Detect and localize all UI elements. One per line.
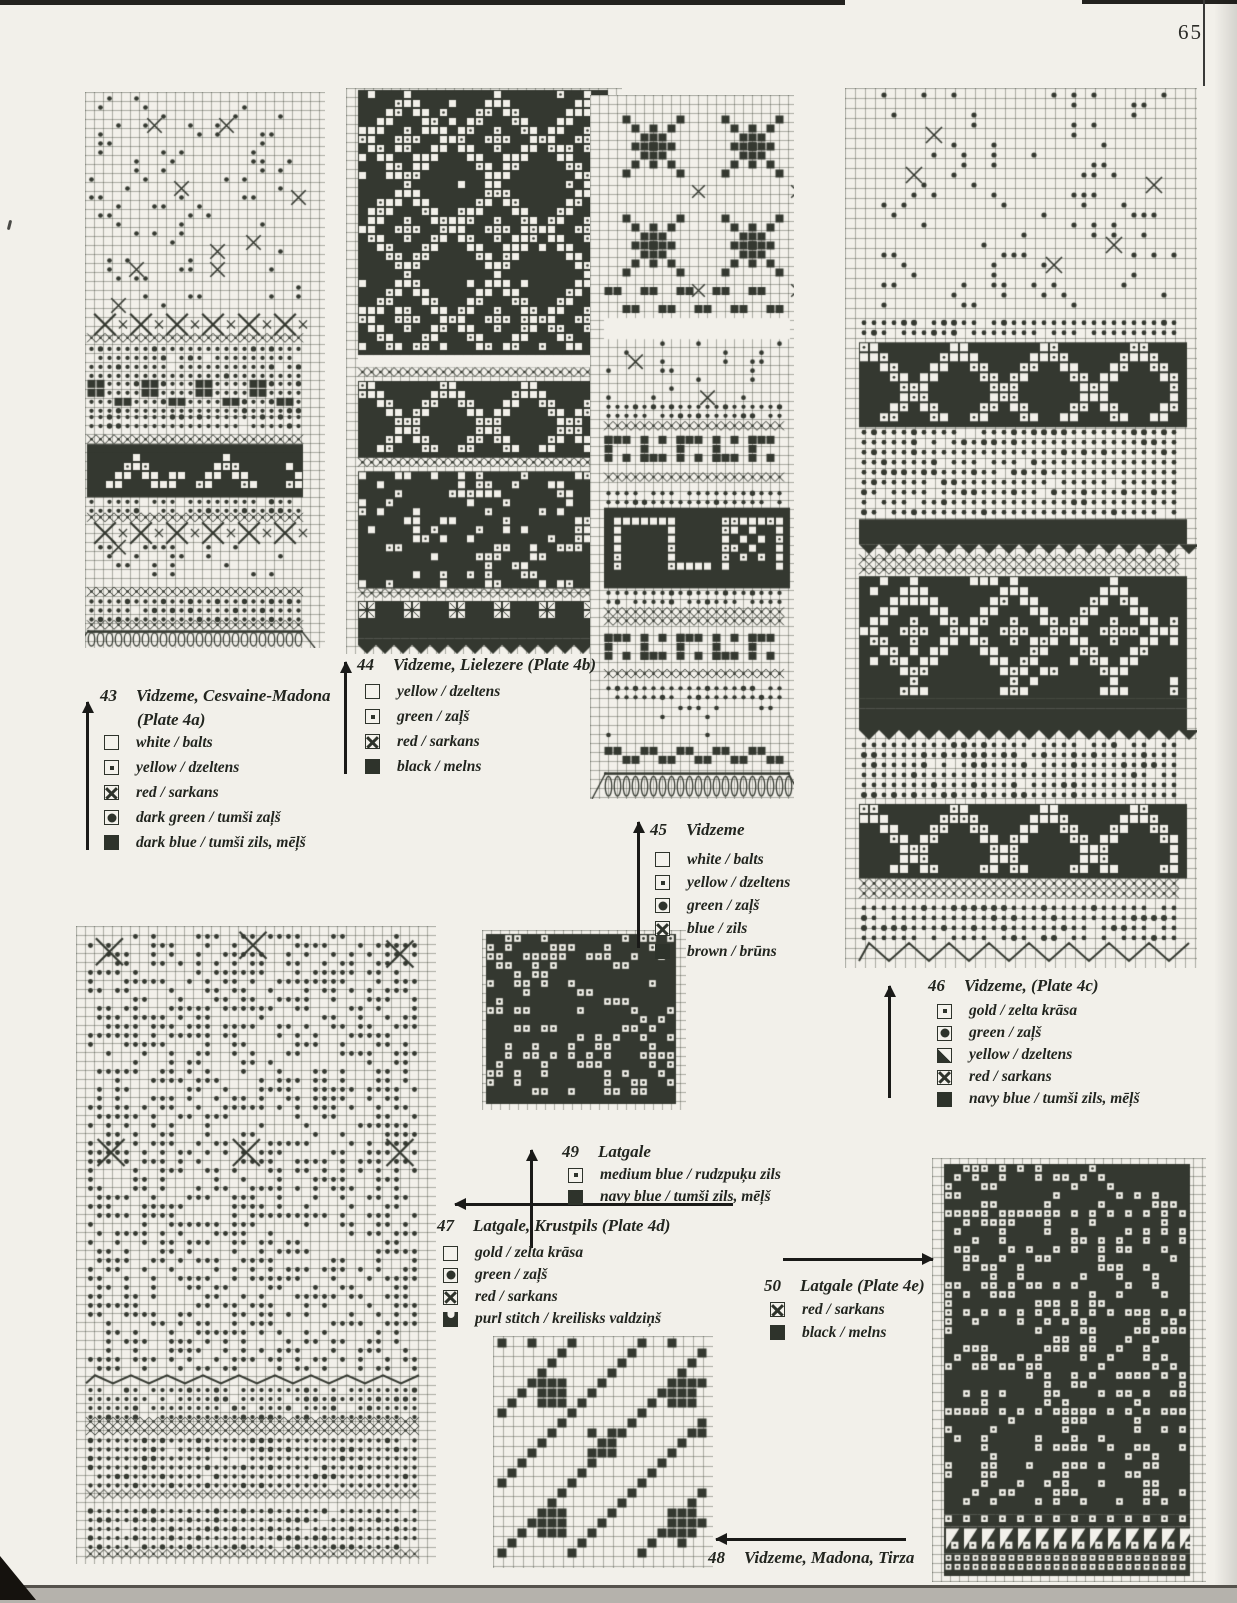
figure-43-caption bbox=[100, 686, 331, 706]
figure-number: 43 bbox=[100, 686, 117, 705]
figure-46-legend bbox=[937, 1000, 1140, 1110]
figure-47-legend bbox=[443, 1242, 661, 1330]
legend-row: brown / brūns bbox=[655, 940, 790, 963]
circle-square-icon bbox=[443, 1268, 458, 1283]
legend-row: black / melns bbox=[365, 754, 500, 779]
legend-row: yellow / dzeltens bbox=[937, 1044, 1140, 1066]
legend-row: black / melns bbox=[770, 1321, 886, 1344]
filled-square-icon bbox=[937, 1092, 952, 1107]
scan-edge-artifact-top-left bbox=[0, 0, 845, 5]
legend-row: dark blue / tumši zils, mēļš bbox=[104, 830, 306, 855]
dot-square-icon bbox=[655, 875, 670, 890]
figure-title: Vidzeme, Cesvaine-Madona bbox=[136, 686, 331, 705]
pattern-chart-44 bbox=[346, 88, 622, 654]
legend-row: green / zaļš bbox=[443, 1264, 661, 1286]
legend-row: red / sarkans bbox=[365, 729, 500, 754]
ink-speck bbox=[7, 220, 12, 230]
arrow-up-icon-43 bbox=[86, 702, 89, 850]
legend-row: white / balts bbox=[655, 848, 790, 871]
figure-50-caption bbox=[764, 1276, 925, 1296]
pattern-chart-45 bbox=[590, 95, 794, 799]
pattern-chart-43 bbox=[85, 92, 325, 648]
x-square-icon bbox=[937, 1070, 952, 1085]
figure-title: Vidzeme, Lielezere (Plate 4b) bbox=[393, 655, 596, 674]
figure-number: 48 bbox=[708, 1548, 725, 1567]
x-square-icon bbox=[655, 921, 670, 936]
scan-edge-artifact-bottom bbox=[0, 1585, 1237, 1603]
arrow-up-icon-46 bbox=[888, 986, 891, 1098]
figure-45-legend bbox=[655, 848, 790, 963]
dot-square-icon bbox=[937, 1004, 952, 1019]
legend-row: navy blue / tumši zils, mēļš bbox=[937, 1088, 1140, 1110]
page-right-shadow bbox=[1214, 0, 1237, 1600]
figure-title: Latgale (Plate 4e) bbox=[800, 1276, 925, 1295]
circle-square-icon bbox=[937, 1026, 952, 1041]
dot-square-icon bbox=[104, 760, 119, 775]
figure-43-subtitle: (Plate 4a) bbox=[137, 710, 206, 729]
legend-row: navy blue / tumši zils, mēļš bbox=[568, 1186, 781, 1208]
circle-square-icon bbox=[655, 898, 670, 913]
figure-number: 47 bbox=[437, 1216, 454, 1235]
pattern-chart-48 bbox=[493, 1336, 713, 1568]
pattern-chart-47 bbox=[76, 926, 436, 1564]
circle-square-icon bbox=[104, 810, 119, 825]
legend-row: red / sarkans bbox=[937, 1066, 1140, 1088]
dot-square-icon bbox=[568, 1168, 583, 1183]
figure-49-legend bbox=[568, 1164, 781, 1208]
legend-row: gold / zelta krāsa bbox=[443, 1242, 661, 1264]
page-number: 65 bbox=[1178, 20, 1203, 44]
figure-44-caption bbox=[357, 655, 596, 675]
figure-44-legend bbox=[365, 679, 500, 779]
legend-row: blue / zils bbox=[655, 917, 790, 940]
scan-corner-shadow bbox=[0, 1556, 36, 1600]
x-square-icon bbox=[770, 1302, 785, 1317]
figure-50-legend bbox=[770, 1298, 886, 1344]
arrow-up-icon-44 bbox=[344, 662, 347, 774]
legend-row: gold / zelta krāsa bbox=[937, 1000, 1140, 1022]
figure-46-caption bbox=[928, 976, 1099, 996]
figure-number: 49 bbox=[562, 1142, 579, 1161]
scan-edge-line bbox=[1203, 0, 1205, 86]
filled-square-icon bbox=[568, 1190, 583, 1205]
legend-row: red / sarkans bbox=[104, 780, 306, 805]
open-square-icon bbox=[443, 1246, 458, 1261]
figure-title: Latgale, Krustpils (Plate 4d) bbox=[473, 1216, 671, 1235]
filled-square-icon bbox=[770, 1325, 785, 1340]
figure-number: 44 bbox=[357, 655, 374, 674]
triangle-square-icon bbox=[937, 1048, 952, 1063]
legend-row: purl stitch / kreilisks valdziņš bbox=[443, 1308, 661, 1330]
legend-row: yellow / dzeltens bbox=[365, 679, 500, 704]
legend-row: green / zaļš bbox=[365, 704, 500, 729]
filled-square-icon bbox=[655, 944, 670, 959]
legend-row: yellow / dzeltens bbox=[655, 871, 790, 894]
arrow-right-icon-50 bbox=[783, 1258, 933, 1261]
figure-title: Vidzeme bbox=[686, 820, 745, 839]
legend-row: white / balts bbox=[104, 730, 306, 755]
legend-row: green / zaļš bbox=[937, 1022, 1140, 1044]
legend-row: red / sarkans bbox=[770, 1298, 886, 1321]
arrow-left-icon-48 bbox=[716, 1538, 906, 1541]
figure-title: Vidzeme, (Plate 4c) bbox=[964, 976, 1099, 995]
figure-title: Latgale bbox=[598, 1142, 651, 1161]
figure-number: 50 bbox=[764, 1276, 781, 1295]
pattern-chart-50 bbox=[932, 1158, 1206, 1582]
legend-row: yellow / dzeltens bbox=[104, 755, 306, 780]
x-square-icon bbox=[365, 734, 380, 749]
x-square-icon bbox=[104, 785, 119, 800]
open-square-icon bbox=[655, 852, 670, 867]
arrow-up-icon-45 bbox=[637, 822, 640, 948]
filled-square-icon bbox=[365, 759, 380, 774]
legend-row: red / sarkans bbox=[443, 1286, 661, 1308]
open-square-icon bbox=[104, 735, 119, 750]
figure-49-caption bbox=[562, 1142, 651, 1162]
figure-47-caption bbox=[437, 1216, 670, 1236]
legend-row: green / zaļš bbox=[655, 894, 790, 917]
legend-row: dark green / tumši zaļš bbox=[104, 805, 306, 830]
figure-45-caption bbox=[650, 820, 745, 840]
figure-number: 46 bbox=[928, 976, 945, 995]
legend-row: medium blue / rudzpuķu zils bbox=[568, 1164, 781, 1186]
open-square-icon bbox=[365, 684, 380, 699]
figure-number: 45 bbox=[650, 820, 667, 839]
pattern-chart-46 bbox=[845, 88, 1197, 968]
figure-43-legend bbox=[104, 730, 306, 855]
figure-48-caption bbox=[708, 1548, 914, 1568]
purl-stitch-icon bbox=[443, 1312, 458, 1327]
x-square-icon bbox=[443, 1290, 458, 1305]
filled-square-icon bbox=[104, 835, 119, 850]
figure-title: Vidzeme, Madona, Tirza bbox=[744, 1548, 915, 1567]
dot-square-icon bbox=[365, 709, 380, 724]
